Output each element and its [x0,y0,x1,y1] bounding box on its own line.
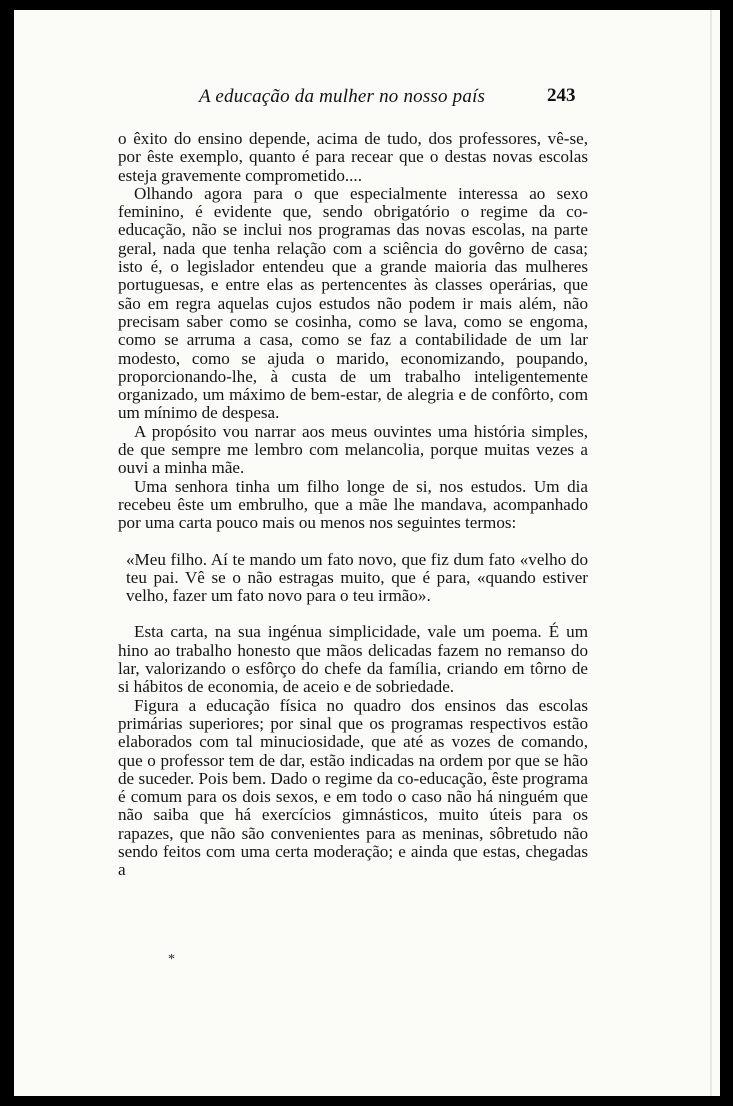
book-page [14,10,720,1096]
page-edge [710,10,712,1096]
paragraph: Olhando agora para o que especialmente interessa ao sexo feminino, é evidente que, sendo obrigatório o regime da co-educação, não se inclui nos programas das novas escolas, na parte geral, nada que tenha relação com a sciência do govêrno de casa; isto é, o legislador entendeu que a grande maioria das mulheres portuguesas, e entre elas as pertencentes às classes operárias, que são em regra aquelas cujos estudos não podem ir mais além, não precisam saber como se cosinha, como se lava, como se engoma, como se arruma a casa, como se faz a contabilidade de um lar modesto, como se ajuda o marido, economizando, poupando, proporcionando-lhe, à custa de um trabalho inteligentemente organizado, um máximo de bem-estar, de alegria e de confôrto, com um mínimo de despesa. [118,183,588,423]
paragraph: Figura a educação física no quadro dos ensinos das escolas primárias superiores; por sinal que os programas respectivos estão elaborados com tal minuciosidade, que até as vozes de comando, que o professor tem de dar, estão indicadas na ordem por que se hão de suceder. Pois bem. Dado o regime da co-educação, êste programa é comum para os dois sexos, e em todo o caso não há ninguém que não saiba que há exercícios gimnásticos, muito úteis para os rapazes, que não são convenientes para as meninas, sôbretudo não sendo feitos com uma certa moderação; e ainda que estas, chegadas a [118,695,588,880]
running-title: A educação da mulher no nosso país [199,86,486,107]
paragraph: Uma senhora tinha um filho longe de si, nos estudos. Um dia recebeu êste um embrulho, que a mãe lhe mandava, acompanhado por uma carta pouco mais ou menos nos seguintes termos: [118,476,588,533]
paragraph-continuation: o êxito do ensino depende, acima de tudo, dos professores, vê-se, por êste exemplo, quanto é para recear que o destas novas escolas esteja gravemente comprometido.... [118,129,588,185]
paragraph: A propósito vou narrar aos meus ouvintes uma história simples, de que sempre me lembro com melancolia, porque muitas vezes a ouvi a minha mãe. [118,421,588,478]
running-header [14,86,720,116]
page-number: 243 [547,85,576,106]
paragraph: Esta carta, na sua ingénua simplicidade, vale um poema. É um hino ao trabalho honesto que mãos delicadas fazem no remanso do lar, valorizando o esfôrço do chefe da família, criando em tôrno de si hábitos de economia, de aceio e de sobriedade. [118,622,588,697]
quoted-letter: «Meu filho. Aí te mando um fato novo, que fiz dum fato «velho do teu pai. Vê se o não estragas muito, que é para, «quando estiver velho, fazer um fato novo para o teu irmão». [126,549,588,606]
body-text [118,130,588,880]
footnote-mark: * [168,952,175,967]
